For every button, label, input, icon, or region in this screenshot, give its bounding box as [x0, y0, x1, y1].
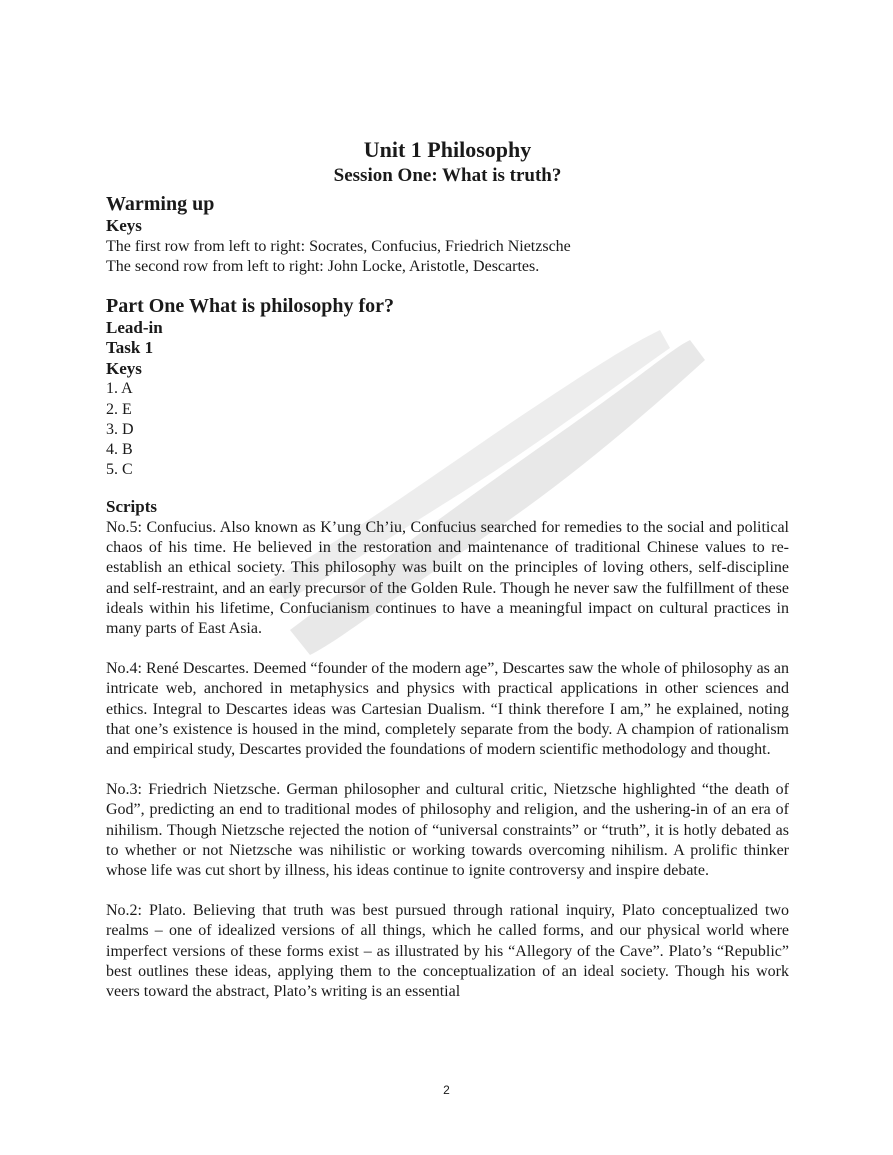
page-title: Unit 1 Philosophy — [363, 137, 532, 162]
part-one-keys-label: Keys — [106, 358, 142, 378]
session-subtitle: Session One: What is truth? — [333, 165, 562, 186]
page-content — [106, 136, 789, 1002]
warming-up-line-1: The first row from left to right: Socrates, Confucius, Friedrich Nietzsche — [106, 237, 571, 255]
script-paragraph-descartes: No.4: René Descartes. Deemed “founder of the modern age”, Descartes saw the whole of philosophy as an intricate web, anchored in metaphysics and physics with practical applications in other sciences and ethics. Integral to Descartes ideas was Cartesian Dualism. “I think therefore I am,” he explained, noting that one’s existence is housed in the mind, completely separate from the body. A champion of rationalism and empirical study, Descartes provided the foundations of modern scientific methodology and thought. — [106, 660, 789, 758]
answer-item: 4. B — [106, 441, 133, 459]
task-label: Task 1 — [106, 338, 154, 358]
part-one-heading: Part One What is philosophy for? — [106, 294, 394, 317]
page-number: 2 — [443, 1083, 450, 1097]
script-paragraph-confucius: No.5: Confucius. Also known as K’ung Ch’iu, Confucius searched for remedies to the social and political chaos of his time. He believed in the restoration and maintenance of traditional Chinese values to re-establish an ethical society. This philosophy was built on the principles of loving others, self-discipline and self-restraint, and an early precursor of the Golden Rule. Though he never saw the fulfillment of these ideals within his lifetime, Confucianism continues to have a meaningful impact on cultural practices in many parts of East Asia. — [106, 518, 789, 637]
warming-up-heading: Warming up — [106, 193, 215, 215]
answer-list — [106, 379, 789, 480]
answer-item: 1. A — [106, 380, 133, 398]
script-paragraph-nietzsche: No.3: Friedrich Nietzsche. German philosopher and cultural critic, Nietzsche highlighted “the death of God”, predicting an end to traditional modes of philosophy and religion, and the ushering-in of an era of nihilism. Though Nietzsche rejected the notion of “universal constraints” or “truth”, it is hotly debated as to whether or not Nietzsche was nihilistic or working towards overcoming nihilism. A prolific thinker whose life was cut short by illness, his ideas continue to ignite controversy and inspire debate. — [106, 781, 789, 879]
warming-up-line-2: The second row from left to right: John Locke, Aristotle, Descartes. — [106, 257, 540, 275]
answer-item: 5. C — [106, 461, 133, 479]
scripts-heading: Scripts — [106, 497, 157, 517]
warming-up-keys-label: Keys — [106, 216, 142, 235]
answer-item: 3. D — [106, 420, 134, 438]
script-paragraph-plato: No.2: Plato. Believing that truth was best pursued through rational inquiry, Plato conceptualized two realms – one of idealized versions of all things, which he called forms, and our physical world where imperfect versions of these forms exist – as illustrated by his “Allegory of the Cave”. Plato’s “Republic” best outlines these ideas, applying them to the conceptualization of an ideal society. Though his work veers toward the abstract, Plato’s writing is an essential — [106, 902, 789, 1000]
lead-in-label: Lead-in — [106, 317, 163, 337]
answer-item: 2. E — [106, 400, 132, 418]
